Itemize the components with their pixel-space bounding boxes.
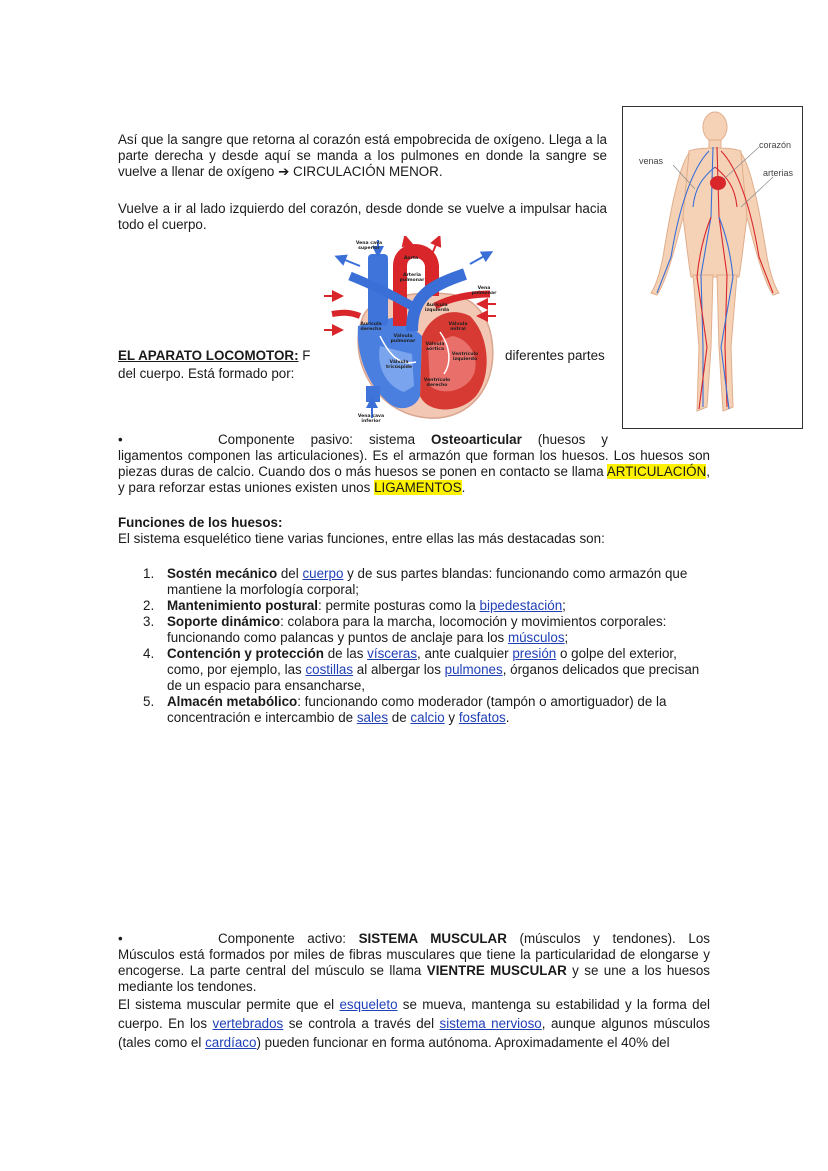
link-calcio[interactable]: calcio <box>410 710 445 725</box>
link-sistema-nervioso[interactable]: sistema nervioso <box>439 1016 542 1031</box>
heart-label-aorta: Aorta <box>403 256 419 261</box>
ligamentos-highlight: LIGAMENTOS <box>374 480 462 495</box>
link-bipedestacion[interactable]: bipedestación <box>479 598 563 613</box>
heart-label-vena-cava-superior: Vena cava superior <box>355 241 383 251</box>
heart-label-valvula-mitral: Válvula mitral <box>448 322 468 332</box>
heart-label-auricula-izquierda: Aurícula izquierda <box>424 303 450 313</box>
locomotor-heading-right: diferentes partes <box>505 348 605 363</box>
funciones-title: Funciones de los huesos: <box>118 515 283 530</box>
link-costillas[interactable]: costillas <box>305 662 354 677</box>
locomotor-heading-line: EL APARATO LOCOMOTOR: F <box>118 348 311 363</box>
link-sales[interactable]: sales <box>356 710 389 725</box>
body-label-arterias: arterias <box>763 168 794 178</box>
link-cuerpo[interactable]: cuerpo <box>302 566 344 581</box>
paragraph-impulsar: Vuelve a ir al lado izquierdo del corazón, desde donde se vuelve a impulsar hacia todo el cuerpo. <box>118 201 607 232</box>
active-paragraph-2: El sistema muscular permite que el esqueleto se mueva, mantenga su estabilidad y la forma del cuerpo. En los vertebrados se controla a través del sistema nervioso, aunque algunos músculos (tales como el cardíaco) pueden funcionar en forma autónoma. Aproximadamente el 40% del <box>118 997 710 1050</box>
link-pulmones[interactable]: pulmones <box>444 662 503 677</box>
active-body: Músculos está formados por miles de fibras musculares que tiene la particularidad de elongarse y encogerse. La parte central del músculo se llama VIENTRE MUSCULAR y se une a los huesos mediante los tendones. <box>118 947 710 994</box>
passive-body: ligamentos componen las articulaciones). Es el armazón que forman los huesos. Los huesos son piezas duras de calcio. Cuando dos o más huesos se ponen en contacto se llama ARTICULACIÓN, y para reforzar estas uniones existen unos LIGAMENTOS. <box>118 448 710 495</box>
link-cardiaco[interactable]: cardíaco <box>205 1035 257 1050</box>
link-presion[interactable]: presión <box>512 646 557 661</box>
locomotor-heading: EL APARATO LOCOMOTOR: <box>118 348 299 363</box>
link-esqueleto[interactable]: esqueleto <box>339 997 398 1012</box>
heart-label-vena-pulmonar: Vena pulmonar <box>471 286 497 296</box>
list-item: 5. Almacén metabólico: funcionando como moderador (tampón o amortiguador) de la concentración e intercambio de sales de calcio y fosfatos. <box>143 694 667 725</box>
list-item: 1. Sostén mecánico del cuerpo y de sus partes blandas: funcionando como armazón que mantiene la morfología corporal; <box>143 566 688 597</box>
sistema-muscular-bold: SISTEMA MUSCULAR <box>358 931 507 946</box>
heart-label-arteria-pulmonar: Arteria pulmonar <box>399 273 425 283</box>
heart-label-auricula-derecha: Aurícula derecha <box>360 322 382 332</box>
list-item: 3. Soporte dinámico: colabora para la marcha, locomoción y movimientos corporales: funcionando como palancas y puntos de anclaje para los músculos; <box>143 614 667 645</box>
link-fosfatos[interactable]: fosfatos <box>458 710 506 725</box>
link-musculos[interactable]: músculos <box>507 630 565 645</box>
passive-first-line: Componente pasivo: sistema Osteoarticular (huesos y <box>218 432 608 447</box>
link-visceras[interactable]: vísceras <box>367 646 418 661</box>
osteoarticular-bold: Osteoarticular <box>431 432 522 447</box>
list-item: 4. Contención y protección de las vísceras, ante cualquier presión o golpe del exterior, como, por ejemplo, las costillas al albergar los pulmones, órganos delicados que precisan de un espacio para ensancharse, <box>143 646 700 693</box>
link-vertebrados[interactable]: vertebrados <box>212 1016 284 1031</box>
heart-label-ventriculo-derecho: Ventrículo derecho <box>423 378 451 388</box>
heart-label-valvula-tricuspide: Válvula tricúspide <box>385 360 413 370</box>
heart-diagram <box>320 236 500 432</box>
body-label-venas: venas <box>639 156 664 166</box>
heart-label-valvula-pulmonar: Válvula pulmonar <box>390 334 416 344</box>
heart-label-vena-cava-inferior: Vena cava inferior <box>357 414 385 424</box>
active-first-line: Componente activo: SISTEMA MUSCULAR (músculos y tendones). Los <box>218 931 710 946</box>
bullet-passive: • <box>118 432 123 447</box>
paragraph-circulacion-menor: Así que la sangre que retorna al corazón está empobrecida de oxígeno. Llega a la parte derecha y desde aquí se manda a los pulmones en donde la sangre se vuelve a llenar de oxígeno ➔ CIRCULACIÓN MENOR. <box>118 132 607 179</box>
heart-label-ventriculo-izquierdo: Ventrículo izquierdo <box>451 352 479 362</box>
vientre-muscular-bold: VIENTRE MUSCULAR <box>426 963 567 978</box>
circulatory-body-figure <box>622 106 803 429</box>
heart-label-valvula-aortica: Válvula aórtica <box>425 342 445 352</box>
list-item: 2. Mantenimiento postural: permite posturas como la bipedestación; <box>143 598 566 613</box>
bullet-active: • <box>118 931 123 946</box>
articulacion-highlight: ARTICULACIÓN <box>606 464 707 479</box>
body-label-corazon: corazón <box>759 140 792 150</box>
locomotor-line2: del cuerpo. Está formado por: <box>118 366 295 381</box>
arrow-right-icon: ➔ <box>278 164 290 179</box>
funciones-list <box>118 566 713 726</box>
funciones-intro: El sistema esquelético tiene varias funciones, entre ellas las más destacadas son: <box>118 531 605 546</box>
